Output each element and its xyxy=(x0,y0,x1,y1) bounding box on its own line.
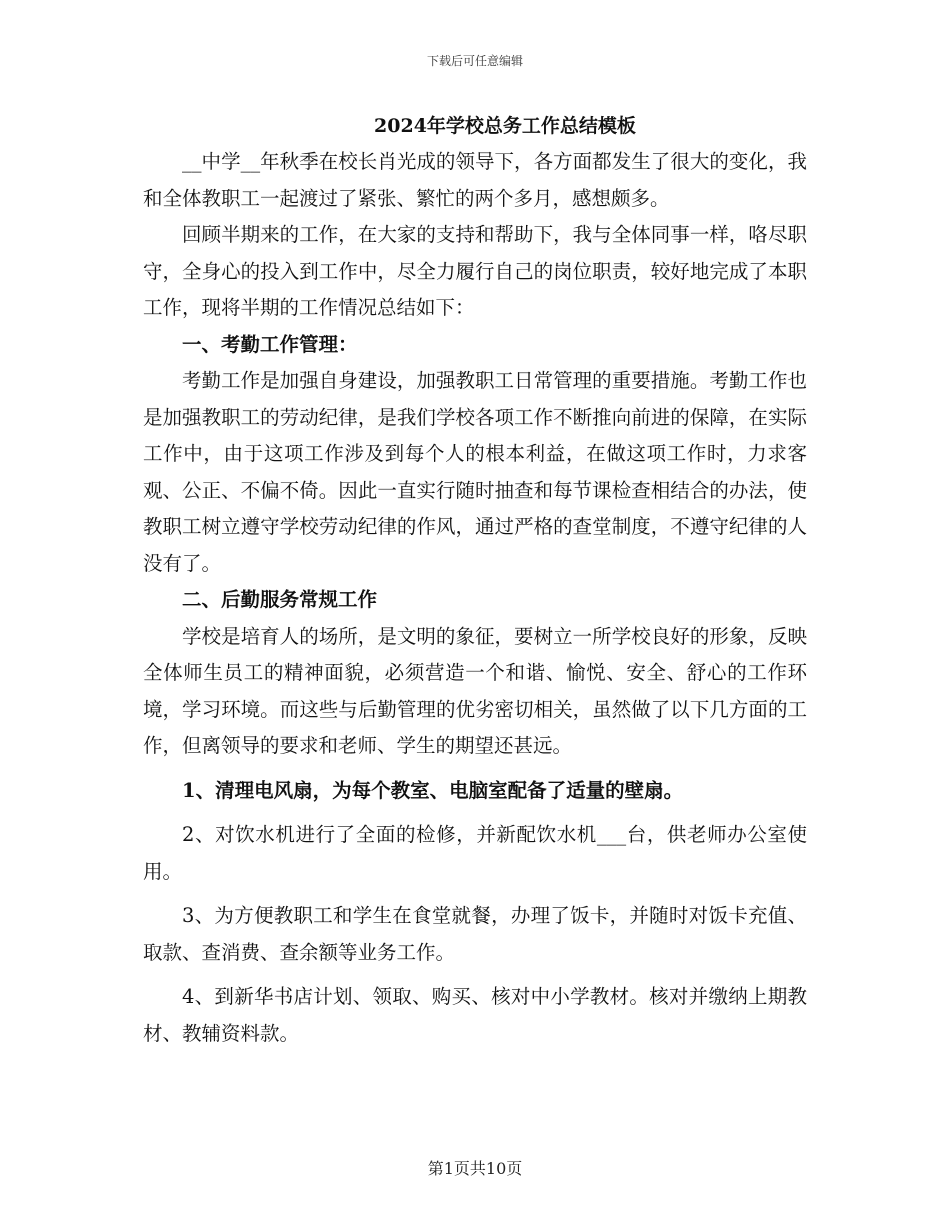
section-2-heading: 二、后勤服务常规工作 xyxy=(182,588,378,611)
list-item-1: 1、清理电风扇，为每个教室、电脑室配备了适量的壁扇。 xyxy=(182,778,684,802)
section-2-body: 学校是培育人的场所，是文明的象征，要树立一所学校良好的形象，反映全体师生员工的精神面貌，必须营造一个和谐、愉悦、安全、舒心的工作环境，学习环境。而这些与后勤管理的优劣密切相关，虽然做了以下几方面的工作，但离领导的要求和老师、学生的期望还甚远。 xyxy=(143,624,807,757)
list-item-2: 2、对饮水机进行了全面的检修，并新配饮水机___台，供老师办公室使用。 xyxy=(143,823,807,883)
page-footer: 第1页共10页 xyxy=(427,1159,523,1178)
section-1-body: 考勤工作是加强自身建设，加强教职工日常管理的重要措施。考勤工作也是加强教职工的劳动纪律，是我们学校各项工作不断推向前进的保障，在实际工作中，由于这项工作涉及到每个人的根本利益，在做这项工作时，力求客观、公正、不偏不倚。因此一直实行随时抽查和每节课检查相结合的办法，使教职工树立遵守学校劳动纪律的作风，通过严格的查堂制度，不遵守纪律的人没有了。 xyxy=(143,369,807,575)
list-item-4: 4、到新华书店计划、领取、购买、核对中小学教材。核对并缴纳上期教材、教辅资料款。 xyxy=(143,985,807,1045)
section-1-heading: 一、考勤工作管理： xyxy=(182,332,358,356)
page-header: 下载后可任意编辑 xyxy=(426,54,523,68)
intro-paragraph-2: 回顾半期来的工作，在大家的支持和帮助下，我与全体同事一样，咯尽职守，全身心的投入到工作中，尽全力履行自己的岗位职责，较好地完成了本职工作，现将半期的工作情况总结如下： xyxy=(143,223,807,319)
document-title: 2024年学校总务工作总结模板 xyxy=(374,115,636,137)
list-item-3: 3、为方便教职工和学生在食堂就餐，办理了饭卡，并随时对饭卡充值、取款、查消费、查余额等业务工作。 xyxy=(143,904,807,964)
intro-paragraph-1: __中学__年秋季在校长肖光成的领导下，各方面都发生了很大的变化，我和全体教职工一起渡过了紧张、繁忙的两个多月，感想颇多。 xyxy=(143,150,807,210)
document-body xyxy=(143,108,807,1052)
